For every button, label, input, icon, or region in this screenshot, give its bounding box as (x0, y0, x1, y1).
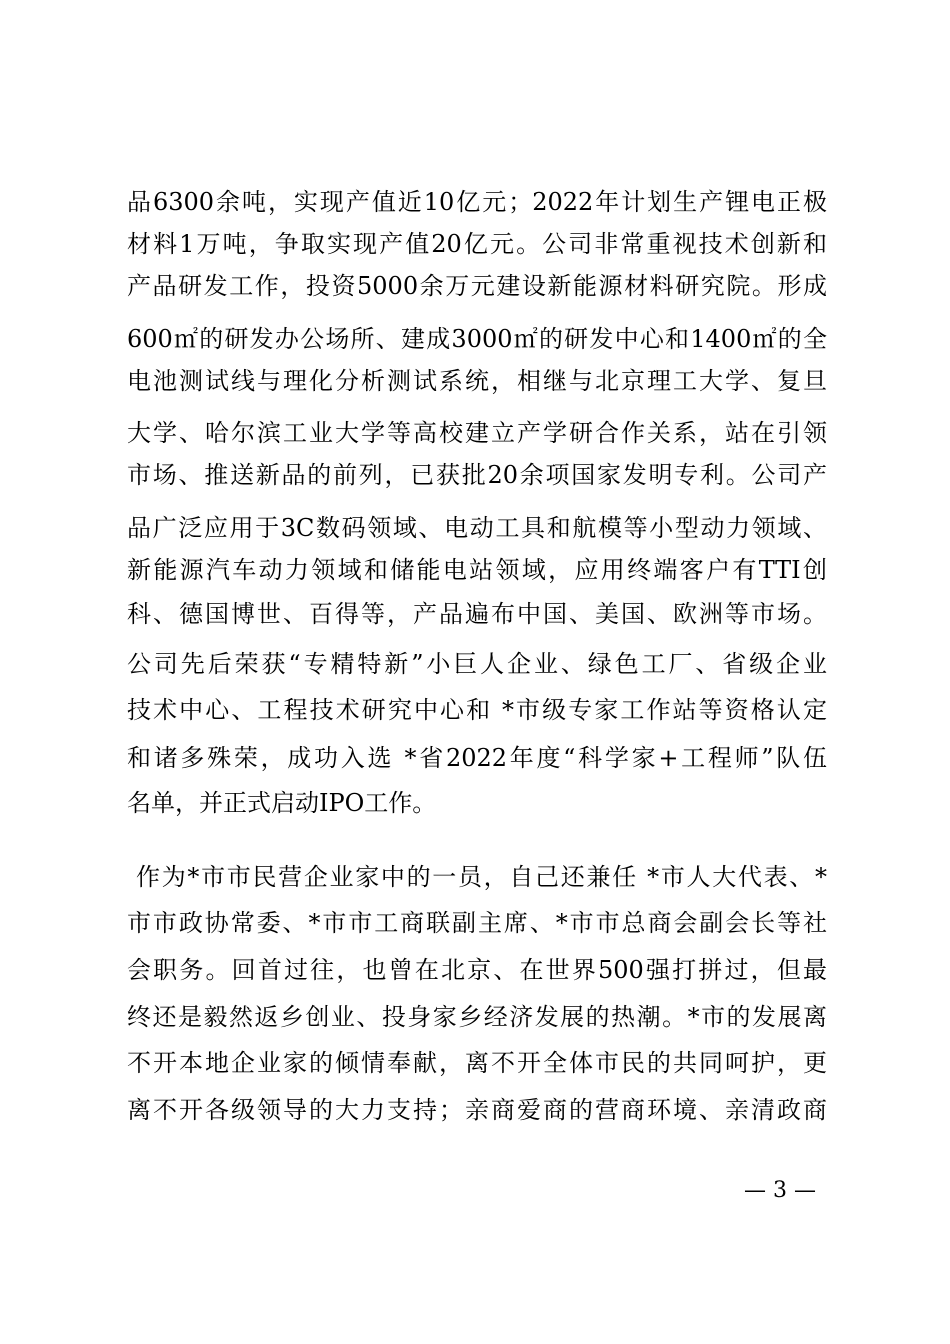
text-line: 市市政协常委、*市市工商联副主席、*市市总商会副会长等社 (127, 909, 827, 937)
text-line: 电池测试线与理化分析测试系统，相继与北京理工大学、复旦 (127, 367, 827, 395)
text-line: 名单，并正式启动IPO工作。 (127, 789, 437, 817)
text-line: 作为*市市民营企业家中的一员，自己还兼任 *市人大代表、* (136, 863, 827, 891)
text-line: 技术中心、工程技术研究中心和 *市级专家工作站等资格认定 (127, 696, 827, 724)
text-line: 不开本地企业家的倾情奉献，离不开全体市民的共同呵护，更 (127, 1049, 827, 1077)
text-line: 新能源汽车动力领域和储能电站领域，应用终端客户有TTI创 (127, 556, 827, 584)
text-line: 终还是毅然返乡创业、投身家乡经济发展的热潮。*市的发展离 (127, 1003, 827, 1031)
text-line: 材料1万吨，争取实现产值20亿元。公司非常重视技术创新和 (127, 230, 827, 258)
text-line: 品广泛应用于3C数码领域、电动工具和航模等小型动力领域、 (127, 514, 827, 542)
page-number: — 3 — (744, 1178, 816, 1203)
text-line: 品6300余吨，实现产值近10亿元；2022年计划生产锂电正极 (127, 188, 827, 216)
text-line: 市场、推送新品的前列，已获批20余项国家发明专利。公司产 (127, 461, 827, 489)
text-line: 产品研发工作，投资5000余万元建设新能源材料研究院。形成 (127, 272, 827, 300)
text-line: 600㎡的研发办公场所、建成3000㎡的研发中心和1400㎡的全 (127, 325, 827, 353)
text-line: 大学、哈尔滨工业大学等高校建立产学研合作关系，站在引领 (127, 419, 827, 447)
text-line: 科、德国博世、百得等，产品遍布中国、美国、欧洲等市场。 (127, 600, 827, 628)
text-line: 会职务。回首过往，也曾在北京、在世界500强打拼过，但最 (127, 956, 827, 984)
text-line: 离不开各级领导的大力支持；亲商爱商的营商环境、亲清政商 (127, 1096, 827, 1124)
text-line: 公司先后荣获“专精特新”小巨人企业、绿色工厂、省级企业 (127, 650, 827, 678)
text-line: 和诸多殊荣，成功入选 *省2022年度“科学家+工程师”队伍 (127, 744, 827, 772)
